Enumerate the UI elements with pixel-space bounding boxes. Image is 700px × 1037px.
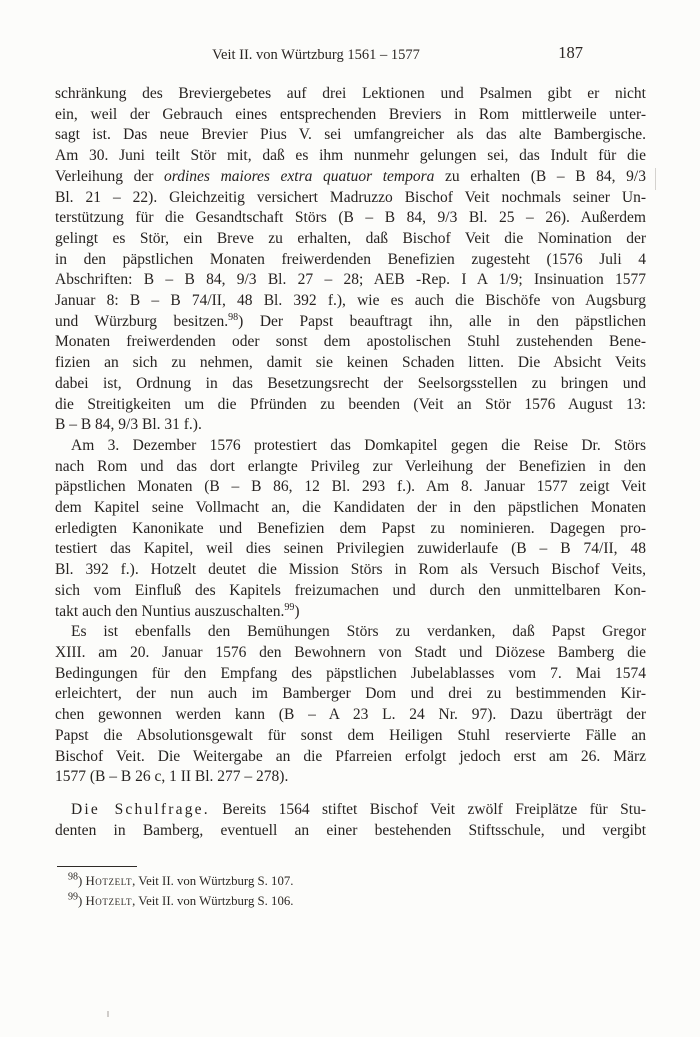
text-line: Bedingungen für den Empfang des päpstlichen Jubelablasses vom 7. Mai 1574 (55, 664, 646, 682)
footnotes (55, 872, 646, 911)
text-line: Es ist ebenfalls den Bemühungen Störs zu verdanken, daß Papst Gregor (71, 623, 646, 641)
running-header (0, 0, 700, 70)
text-line: Die Schulfrage. Bereits 1564 stiftet Bischof Veit zwölf Freiplätze für Stu- (71, 800, 646, 818)
text-line: und Würzburg besitzen.$^{98}$) Der Papst beauftragt ihn, alle in den päpstlichen (55, 311, 646, 330)
scan-speck-artifact (107, 1011, 109, 1017)
letterspaced-heading: Die Schulfrage. (71, 800, 210, 818)
small-caps-name: Hotzelt (85, 874, 133, 888)
text-line: schränkung des Breviergebetes auf drei Lektionen und Psalmen gibt er nicht (55, 85, 646, 102)
text-line: fizien an sich zu nehmen, damit sie keinen Schaden litten. Die Absicht Veits (55, 354, 646, 372)
text-line: Januar 8: B – B 74/II, 48 Bl. 392 f.), wie es auch die Bischöfe von Augsburg (55, 292, 646, 310)
text-line: ein, weil der Gebrauch eines entsprechenden Breviers in Rom mittlerweile unter- (55, 105, 646, 123)
text-line: dem Kapitel seine Vollmacht an, die Kandidaten der in den päpstlichen Monaten (55, 499, 646, 517)
footnote-ref: 98 (228, 311, 239, 323)
footnote-ref: 99 (68, 891, 78, 903)
text-line: Am 30. Juni teilt Stör mit, daß es ihm nunmehr gelungen sei, das Indult für die (55, 147, 646, 165)
footnote: $^{98}$) Hotzelt, Veit II. von Würtzburg S. 107. (68, 871, 294, 888)
text-line: Bischof Veit. Die Weitergabe an die Pfarreien erfolgt jedoch erst am 26. März (55, 747, 646, 765)
text-line: takt auch den Nuntius auszuschalten.$^{99}$) (55, 601, 300, 620)
text-line: Papst die Absolutionsgewalt für sonst dem Heiligen Stuhl reservierte Fälle an (55, 726, 646, 744)
text-line: erledigten Kanonikate und Benefizien dem Papst zu nominieren. Dagegen pro- (55, 519, 646, 537)
text-line: sich vom Einfluß des Kapitels freizumachen und durch den unmittelbaren Kon- (55, 581, 646, 599)
text-line: päpstlichen Monaten (B – B 86, 12 Bl. 293 f.). Am 8. Januar 1577 zeigt Veit (55, 478, 646, 496)
text-line: testiert das Kapitel, weil dies seinen Privilegien zuwiderlaufe (B – B 74/II, 48 (55, 540, 646, 558)
body-text (55, 84, 646, 841)
page-number: 187 (558, 43, 583, 62)
text-line: Bl. 21 – 22). Gleichzeitig versichert Madruzzo Bischof Veit nochmals seiner Un- (55, 188, 646, 206)
footnote: $^{99}$) Hotzelt, Veit II. von Würtzburg S. 106. (68, 891, 294, 908)
text-line: denten in Bamberg, eventuell an einer bestehenden Stiftsschule, und vergibt (55, 821, 646, 839)
paragraph (55, 436, 646, 622)
italic-phrase: ordines maiores extra quatuor tempora (164, 167, 435, 185)
text-line: in den päpstlichen Monaten freiwerdenden Benefizien zugesteht (1576 Juli 4 (55, 250, 646, 268)
text-line: gelingt es Stör, ein Breve zu erhalten, daß Bischof Veit die Nomination der (55, 229, 646, 247)
scan-scratch-artifact (655, 168, 656, 190)
running-header-title: Veit II. von Würtzburg 1561 – 1577 (212, 47, 420, 63)
text-line: Bl. 392 f.). Hotzelt deutet die Mission Störs in Rom als Versuch Bischof Veits, (55, 561, 646, 579)
small-caps-name: Hotzelt (85, 893, 133, 908)
paragraph (55, 800, 646, 841)
text-line: Am 3. Dezember 1576 protestiert das Domkapitel gegen die Reise Dr. Störs (71, 436, 646, 454)
text-line: B – B 84, 9/3 Bl. 31 f.). (55, 416, 202, 434)
text-line: 1577 (B – B 26 c, 1 II Bl. 277 – 278). (55, 768, 289, 786)
text-line: XIII. am 20. Januar 1576 den Bewohnern von Stadt und Diözese Bamberg die (55, 643, 646, 661)
text-line: dabei ist, Ordnung in das Besetzungsrecht der Seelsorgsstellen zu bringen und (55, 374, 646, 392)
paragraph (55, 622, 646, 788)
text-line: Monaten freiwerdenden oder sonst dem apostolischen Stuhl zustehenden Bene- (55, 333, 646, 351)
footnote-rule (57, 866, 137, 867)
text-line: die Streitigkeiten um die Pfründen zu beenden (Veit an Stör 1576 August 13: (55, 395, 646, 413)
text-line: Abschriften: B – B 84, 9/3 Bl. 27 – 28; AEB -Rep. I A 1/9; Insinuation 1577 (55, 271, 646, 289)
text-line: Verleihung der ordines maiores extra quatuor tempora zu erhalten (B – B 84, 9/3 (55, 167, 646, 185)
footnote-ref: 99 (284, 601, 295, 613)
text-line: erleichtert, der nun auch im Bamberger Dom und drei zu bestimmenden Kir- (55, 685, 646, 703)
paragraph (55, 84, 646, 436)
footnote-ref: 98 (68, 871, 78, 883)
text-line: chen gewonnen werden kann (B – A 23 L. 24 Nr. 97). Dazu überträgt der (55, 706, 646, 724)
text-line: terstützung für die Gesandtschaft Störs (B – B 84, 9/3 Bl. 25 – 26). Außerdem (55, 209, 646, 227)
text-line: sagt ist. Das neue Brevier Pius V. sei umfangreicher als das alte Bambergische. (55, 126, 646, 144)
text-line: nach Rom und das dort erlangte Privileg zur Verleihung der Benefizien in den (55, 457, 646, 475)
